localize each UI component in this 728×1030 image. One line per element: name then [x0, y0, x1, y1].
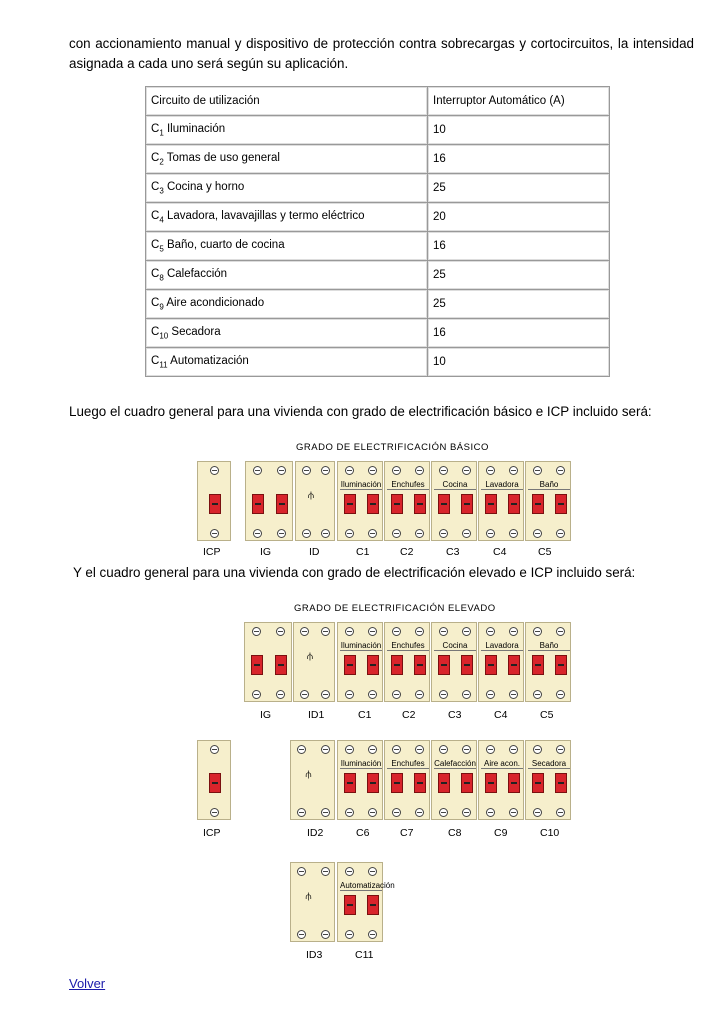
breaker-switch-icon: [367, 773, 379, 793]
terminal-screw-icon: [345, 529, 354, 538]
circuit-group-label: Enchufes: [387, 480, 429, 490]
terminal-screw-icon: [300, 627, 309, 636]
breaker-switch-icon: [438, 494, 450, 514]
terminal-screw-icon: [439, 466, 448, 475]
terminal-screw-icon: [415, 690, 424, 699]
basic-board-label: C3: [446, 546, 460, 558]
breaker-switch-icon: [414, 494, 426, 514]
terminal-screw-icon: [297, 930, 306, 939]
table-row: [146, 232, 610, 261]
breaker-switch-icon: [367, 895, 379, 915]
terminal-screw-icon: [509, 466, 518, 475]
terminal-screw-icon: [368, 867, 377, 876]
terminal-screw-icon: [556, 745, 565, 754]
circuit-group-label: Baño: [528, 480, 570, 490]
circuit-group-label: Automatización: [340, 881, 395, 890]
breaker-module: [431, 740, 477, 820]
basic-board-label: C1: [356, 546, 370, 558]
terminal-screw-icon: [277, 466, 286, 475]
terminal-screw-icon: [392, 690, 401, 699]
terminal-screw-icon: [509, 627, 518, 636]
elevated-row1-label: C3: [448, 709, 462, 721]
breaker-module: [384, 461, 430, 541]
terminal-screw-icon: [415, 808, 424, 817]
circuit-group-label: Lavadora: [481, 641, 523, 651]
elevated-board-caption: GRADO DE ELECTRIFICACIÓN ELEVADO: [294, 603, 496, 614]
table-row: [146, 348, 610, 377]
terminal-screw-icon: [345, 808, 354, 817]
circuit-cell: $C_1$ Iluminación: [146, 116, 428, 145]
breaker-switch-icon: [344, 655, 356, 675]
breaker-module: [337, 461, 383, 541]
terminal-screw-icon: [556, 529, 565, 538]
breaker-switch-icon: [251, 655, 263, 675]
elevated-row1-label: ID1: [308, 709, 325, 721]
terminal-screw-icon: [462, 745, 471, 754]
terminal-screw-icon: [368, 466, 377, 475]
circuit-group-label: Calefacción: [434, 759, 476, 768]
breaker-module: [337, 740, 383, 820]
terminal-screw-icon: [345, 930, 354, 939]
residual-current-device-icon: ⫛: [305, 891, 312, 902]
elevated-row1-label: C5: [540, 709, 554, 721]
terminal-screw-icon: [486, 529, 495, 538]
breaker-switch-icon: [532, 773, 544, 793]
terminal-screw-icon: [252, 690, 261, 699]
breaker-switch-icon: [508, 494, 520, 514]
amps-cell: 25: [428, 174, 610, 203]
terminal-screw-icon: [302, 466, 311, 475]
breaker-switch-icon: [508, 655, 520, 675]
circuit-cell: $C_4$ Lavadora, lavavajillas y termo eléctrico: [146, 203, 428, 232]
terminal-screw-icon: [368, 745, 377, 754]
breaker-switch-icon: [508, 773, 520, 793]
terminal-screw-icon: [533, 529, 542, 538]
elevated-row3-label: ID3: [306, 949, 323, 961]
terminal-screw-icon: [392, 529, 401, 538]
terminal-screw-icon: [462, 808, 471, 817]
table-header-cell: Circuito de utilización: [146, 87, 428, 116]
circuit-group-label: Enchufes: [387, 641, 429, 651]
breaker-switch-icon: [414, 773, 426, 793]
breaker-table: [145, 86, 610, 377]
elevated-row1-label: IG: [260, 709, 272, 721]
table-header-row: [146, 87, 610, 116]
circuit-group-label: Enchufes: [387, 759, 429, 769]
rcd-module: [290, 862, 335, 942]
terminal-screw-icon: [415, 529, 424, 538]
terminal-screw-icon: [368, 529, 377, 538]
terminal-screw-icon: [556, 627, 565, 636]
circuit-group-label: Iluminación: [340, 641, 382, 650]
terminal-screw-icon: [462, 529, 471, 538]
terminal-screw-icon: [439, 529, 448, 538]
elevated-row2-label: C8: [448, 827, 462, 839]
breaker-switch-icon: [461, 655, 473, 675]
circuit-cell: $C_{10}$ Secadora: [146, 319, 428, 348]
residual-current-device-icon: ⫛: [305, 769, 312, 780]
breaker-switch-icon: [367, 494, 379, 514]
circuit-group-label: Iluminación: [340, 480, 382, 489]
breaker-module: [197, 740, 231, 820]
circuit-group-label: Secadora: [528, 759, 570, 769]
table-row: [146, 203, 610, 232]
rcd-module: [295, 461, 335, 541]
breaker-switch-icon: [438, 773, 450, 793]
basic-board-label: ID: [309, 546, 320, 558]
terminal-screw-icon: [368, 930, 377, 939]
circuit-cell: $C_8$ Calefacción: [146, 261, 428, 290]
breaker-switch-icon: [276, 494, 288, 514]
breaker-switch-icon: [555, 655, 567, 675]
circuit-group-label: Lavadora: [481, 480, 523, 490]
breaker-switch-icon: [275, 655, 287, 675]
elevated-row2-label: ID2: [307, 827, 324, 839]
terminal-screw-icon: [509, 690, 518, 699]
table-row: [146, 174, 610, 203]
circuit-cell: $C_3$ Cocina y horno: [146, 174, 428, 203]
breaker-module: [431, 622, 477, 702]
elevated-row2-label: C6: [356, 827, 370, 839]
terminal-screw-icon: [439, 627, 448, 636]
terminal-screw-icon: [415, 745, 424, 754]
terminal-screw-icon: [533, 690, 542, 699]
terminal-screw-icon: [392, 745, 401, 754]
terminal-screw-icon: [297, 808, 306, 817]
breaker-module: [478, 622, 524, 702]
basic-board-label: C5: [538, 546, 552, 558]
circuit-cell: $C_2$ Tomas de uso general: [146, 145, 428, 174]
table-row: [146, 290, 610, 319]
terminal-screw-icon: [253, 466, 262, 475]
terminal-screw-icon: [439, 808, 448, 817]
breaker-module: [337, 862, 395, 942]
terminal-screw-icon: [210, 529, 219, 538]
terminal-screw-icon: [556, 808, 565, 817]
breaker-switch-icon: [367, 655, 379, 675]
breaker-switch-icon: [391, 655, 403, 675]
basic-paragraph: Luego el cuadro general para una vivienda con grado de electrificación básico e ICP incluido será:: [69, 404, 652, 419]
terminal-screw-icon: [321, 808, 330, 817]
residual-current-device-icon: ⫛: [308, 490, 314, 501]
terminal-screw-icon: [368, 627, 377, 636]
terminal-screw-icon: [509, 745, 518, 754]
breaker-module: [384, 622, 430, 702]
terminal-screw-icon: [462, 466, 471, 475]
terminal-screw-icon: [439, 690, 448, 699]
table-row: [146, 145, 610, 174]
breaker-module: [478, 740, 524, 820]
elevated-row2-label: C9: [494, 827, 508, 839]
amps-cell: 10: [428, 348, 610, 377]
terminal-screw-icon: [345, 627, 354, 636]
terminal-screw-icon: [302, 529, 311, 538]
table-row: [146, 116, 610, 145]
table-header-cell: Interruptor Automático (A): [428, 87, 610, 116]
amps-cell: 16: [428, 232, 610, 261]
terminal-screw-icon: [210, 808, 219, 817]
terminal-screw-icon: [415, 466, 424, 475]
breaker-module: [525, 622, 571, 702]
elevated-row3-label: C11: [355, 949, 374, 961]
amps-cell: 10: [428, 116, 610, 145]
breaker-module: [244, 622, 292, 702]
rcd-module: [290, 740, 335, 820]
terminal-screw-icon: [462, 690, 471, 699]
terminal-screw-icon: [253, 529, 262, 538]
terminal-screw-icon: [277, 529, 286, 538]
breaker-module: [525, 461, 571, 541]
breaker-switch-icon: [414, 655, 426, 675]
terminal-screw-icon: [321, 690, 330, 699]
terminal-screw-icon: [276, 690, 285, 699]
circuit-group-label: Baño: [528, 641, 570, 651]
breaker-module: [197, 461, 231, 541]
terminal-screw-icon: [556, 690, 565, 699]
terminal-screw-icon: [486, 466, 495, 475]
terminal-screw-icon: [486, 808, 495, 817]
terminal-screw-icon: [345, 745, 354, 754]
terminal-screw-icon: [486, 690, 495, 699]
breaker-switch-icon: [344, 773, 356, 793]
elevated-row2-label: C10: [540, 827, 560, 839]
breaker-module: [478, 461, 524, 541]
basic-board-label: C2: [400, 546, 414, 558]
breaker-switch-icon: [209, 773, 221, 793]
breaker-module: [431, 461, 477, 541]
breaker-switch-icon: [344, 494, 356, 514]
basic-board-label: IG: [260, 546, 272, 558]
terminal-screw-icon: [368, 808, 377, 817]
terminal-screw-icon: [509, 529, 518, 538]
breaker-switch-icon: [485, 655, 497, 675]
elevated-row2-label: ICP: [203, 827, 221, 839]
basic-board-label: C4: [493, 546, 507, 558]
terminal-screw-icon: [392, 808, 401, 817]
breaker-switch-icon: [485, 494, 497, 514]
terminal-screw-icon: [276, 627, 285, 636]
terminal-screw-icon: [321, 745, 330, 754]
terminal-screw-icon: [509, 808, 518, 817]
terminal-screw-icon: [345, 466, 354, 475]
breaker-switch-icon: [461, 773, 473, 793]
circuit-group-label: Iluminación: [340, 759, 382, 768]
terminal-screw-icon: [556, 466, 565, 475]
elevated-paragraph: Y el cuadro general para una vivienda con grado de electrificación elevado e ICP incluido será:: [73, 565, 636, 580]
breaker-switch-icon: [209, 494, 221, 514]
amps-cell: 20: [428, 203, 610, 232]
terminal-screw-icon: [210, 745, 219, 754]
terminal-screw-icon: [415, 627, 424, 636]
terminal-screw-icon: [321, 466, 330, 475]
terminal-screw-icon: [533, 745, 542, 754]
breaker-module: [384, 740, 430, 820]
breaker-switch-icon: [391, 773, 403, 793]
back-link[interactable]: Volver: [69, 976, 106, 991]
table-row: [146, 319, 610, 348]
terminal-screw-icon: [321, 627, 330, 636]
terminal-screw-icon: [345, 867, 354, 876]
breaker-switch-icon: [461, 494, 473, 514]
terminal-screw-icon: [321, 930, 330, 939]
breaker-switch-icon: [252, 494, 264, 514]
table-row: [146, 261, 610, 290]
amps-cell: 16: [428, 319, 610, 348]
terminal-screw-icon: [462, 627, 471, 636]
terminal-screw-icon: [321, 529, 330, 538]
breaker-module: [525, 740, 571, 820]
terminal-screw-icon: [486, 745, 495, 754]
terminal-screw-icon: [297, 745, 306, 754]
breaker-switch-icon: [391, 494, 403, 514]
amps-cell: 25: [428, 261, 610, 290]
breaker-switch-icon: [438, 655, 450, 675]
elevated-row1-label: C1: [358, 709, 372, 721]
circuit-group-label: Cocina: [434, 641, 476, 651]
terminal-screw-icon: [297, 867, 306, 876]
elevated-row1-label: C2: [402, 709, 416, 721]
basic-board-caption: GRADO DE ELECTRIFICACIÓN BÁSICO: [296, 442, 489, 453]
terminal-screw-icon: [533, 466, 542, 475]
breaker-switch-icon: [555, 773, 567, 793]
breaker-switch-icon: [344, 895, 356, 915]
terminal-screw-icon: [210, 466, 219, 475]
terminal-screw-icon: [368, 690, 377, 699]
intro-paragraph: con accionamiento manual y dispositivo de protección contra sobrecargas y cortocircuitos, la intensidad asignada a cada uno será según su aplicación.: [69, 36, 694, 71]
elevated-row2-label: C7: [400, 827, 414, 839]
terminal-screw-icon: [392, 627, 401, 636]
terminal-screw-icon: [252, 627, 261, 636]
breaker-switch-icon: [532, 494, 544, 514]
terminal-screw-icon: [345, 690, 354, 699]
terminal-screw-icon: [300, 690, 309, 699]
circuit-cell: $C_{11}$ Automatización: [146, 348, 428, 377]
circuit-cell: $C_9$ Aire acondicionado: [146, 290, 428, 319]
circuit-cell: $C_5$ Baño, cuarto de cocina: [146, 232, 428, 261]
amps-cell: 16: [428, 145, 610, 174]
circuit-group-label: Cocina: [434, 480, 476, 490]
rcd-module: [293, 622, 335, 702]
terminal-screw-icon: [486, 627, 495, 636]
residual-current-device-icon: ⫛: [307, 651, 313, 662]
terminal-screw-icon: [533, 808, 542, 817]
breaker-module: [337, 622, 383, 702]
amps-cell: 25: [428, 290, 610, 319]
breaker-module: [245, 461, 293, 541]
terminal-screw-icon: [392, 466, 401, 475]
terminal-screw-icon: [321, 867, 330, 876]
terminal-screw-icon: [533, 627, 542, 636]
basic-board-label: ICP: [203, 546, 221, 558]
circuit-group-label: Aire acon.: [481, 759, 523, 769]
breaker-switch-icon: [555, 494, 567, 514]
breaker-switch-icon: [532, 655, 544, 675]
breaker-switch-icon: [485, 773, 497, 793]
elevated-row1-label: C4: [494, 709, 508, 721]
terminal-screw-icon: [439, 745, 448, 754]
